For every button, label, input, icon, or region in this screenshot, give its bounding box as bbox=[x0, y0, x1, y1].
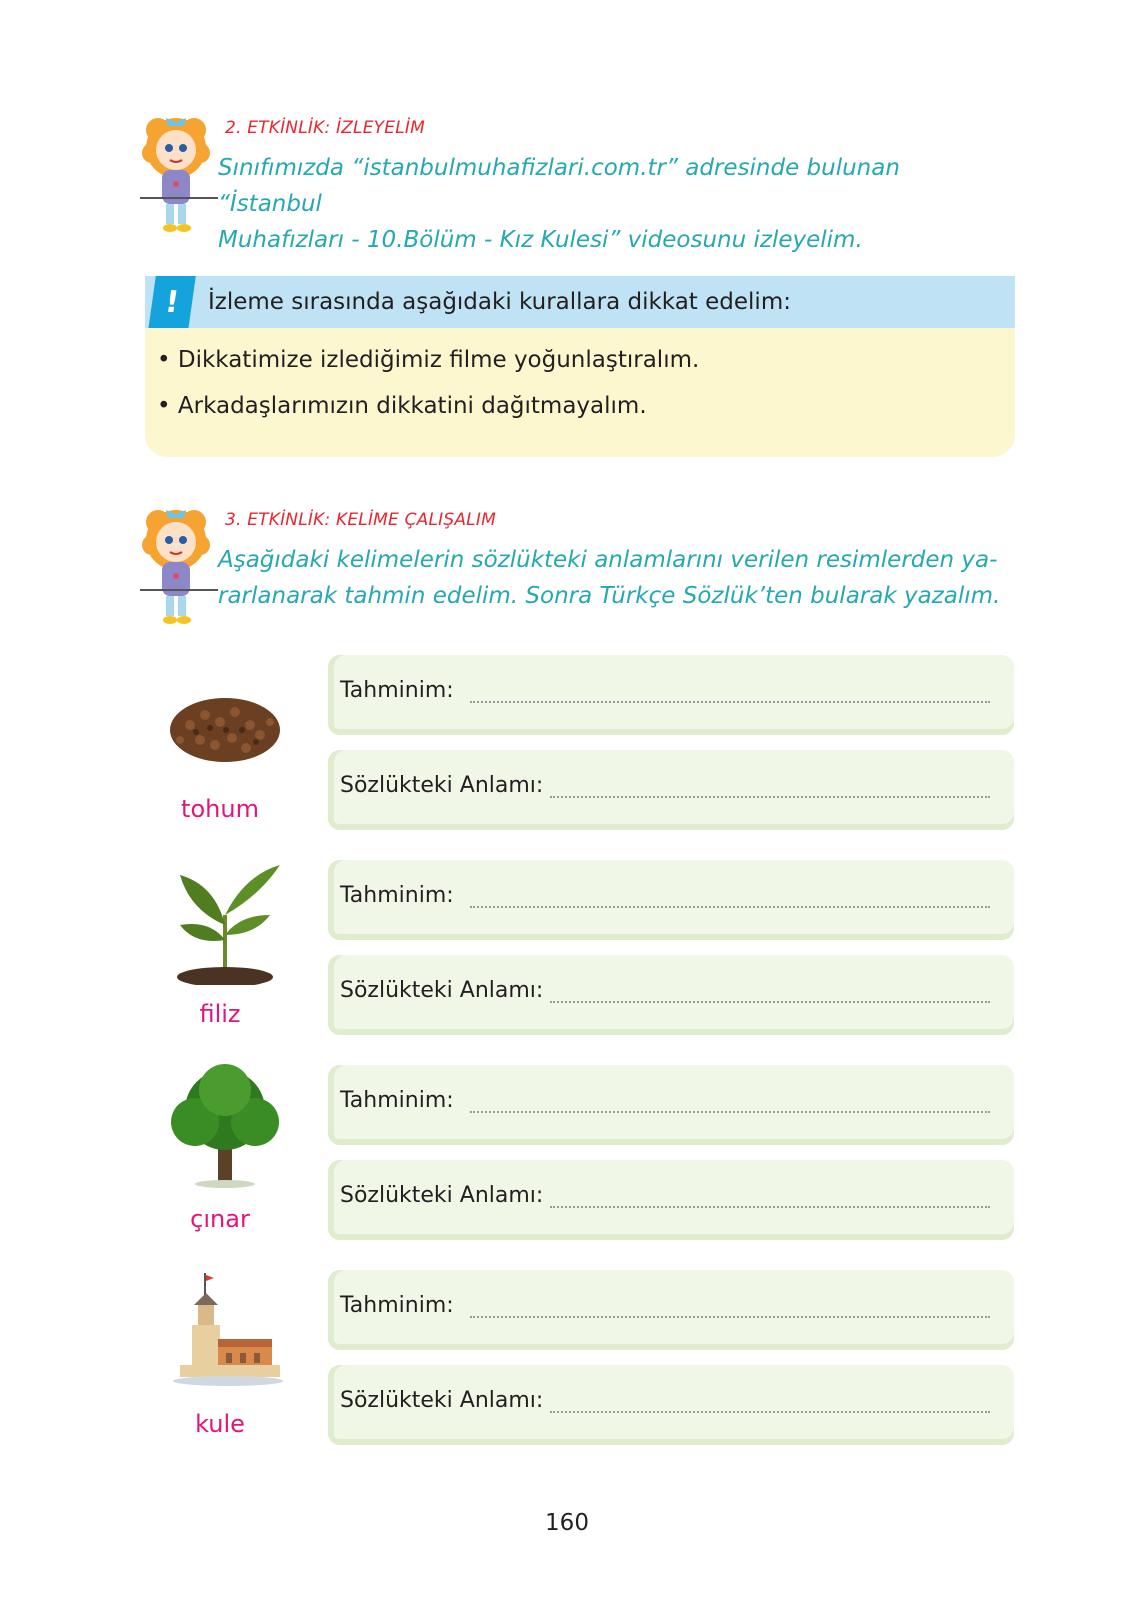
word-label: çınar bbox=[190, 1205, 250, 1233]
activity3-title: 3. ETKİNLİK: KELİME ÇALIŞALIM bbox=[225, 510, 496, 530]
activity3-line2: rarlanarak tahmin edelim. Sonra Türkçe Sözlük’ten bularak yazalım. bbox=[218, 583, 1001, 609]
answer-line[interactable] bbox=[470, 701, 990, 703]
meaning-box[interactable] bbox=[328, 955, 1014, 1035]
girl-mascot-icon bbox=[136, 108, 216, 236]
activity2-title: 2. ETKİNLİK: İZLEYELİM bbox=[225, 118, 425, 138]
meaning-label: Sözlükteki Anlamı: bbox=[340, 773, 544, 798]
word-label: kule bbox=[195, 1410, 245, 1438]
guess-box[interactable] bbox=[328, 860, 1014, 940]
guess-box[interactable] bbox=[328, 655, 1014, 735]
word-label: filiz bbox=[199, 1000, 241, 1028]
answer-line[interactable] bbox=[550, 796, 990, 798]
seeds-icon bbox=[160, 670, 290, 800]
exclamation-icon: ! bbox=[148, 276, 196, 330]
activity2-instruction bbox=[218, 150, 1008, 258]
meaning-label: Sözlükteki Anlamı: bbox=[340, 1388, 544, 1413]
rule-item: • Dikkatimize izlediğimiz filme yoğunlaştıralım. bbox=[157, 347, 700, 373]
guess-box[interactable] bbox=[328, 1270, 1014, 1350]
girl-mascot-icon bbox=[136, 500, 216, 628]
answer-line[interactable] bbox=[470, 1111, 990, 1113]
guess-label: Tahminim: bbox=[340, 883, 454, 908]
mascot-seat-line bbox=[140, 197, 218, 199]
meaning-box[interactable] bbox=[328, 1160, 1014, 1240]
meaning-label: Sözlükteki Anlamı: bbox=[340, 978, 544, 1003]
answer-line[interactable] bbox=[550, 1206, 990, 1208]
guess-label: Tahminim: bbox=[340, 678, 454, 703]
activity2-line1: Sınıfımızda “istanbulmuhafizlari.com.tr” adresinde bulunan “İstanbul bbox=[218, 155, 900, 217]
answer-line[interactable] bbox=[470, 1316, 990, 1318]
activity2-line2: Muhafızları - 10.Bölüm - Kız Kulesi” videosunu izleyelim. bbox=[218, 227, 863, 253]
answer-line[interactable] bbox=[550, 1001, 990, 1003]
meaning-label: Sözlükteki Anlamı: bbox=[340, 1183, 544, 1208]
mascot-seat-line bbox=[140, 589, 218, 591]
notice-heading: İzleme sırasında aşağıdaki kurallara dikkat edelim: bbox=[208, 289, 791, 315]
sprout-icon bbox=[160, 855, 290, 985]
tree-icon bbox=[160, 1060, 290, 1190]
activity3-line1: Aşağıdaki kelimelerin sözlükteki anlamlarını verilen resimlerden ya- bbox=[218, 547, 998, 573]
rule-item: • Arkadaşlarımızın dikkatini dağıtmayalım. bbox=[157, 393, 647, 419]
meaning-box[interactable] bbox=[328, 1365, 1014, 1445]
answer-line[interactable] bbox=[470, 906, 990, 908]
answer-line[interactable] bbox=[550, 1411, 990, 1413]
meaning-box[interactable] bbox=[328, 750, 1014, 830]
activity3-instruction bbox=[218, 542, 1008, 614]
word-label: tohum bbox=[181, 795, 259, 823]
tower-icon bbox=[160, 1265, 290, 1395]
guess-box[interactable] bbox=[328, 1065, 1014, 1145]
guess-label: Tahminim: bbox=[340, 1293, 454, 1318]
guess-label: Tahminim: bbox=[340, 1088, 454, 1113]
page-number: 160 bbox=[545, 1510, 589, 1536]
